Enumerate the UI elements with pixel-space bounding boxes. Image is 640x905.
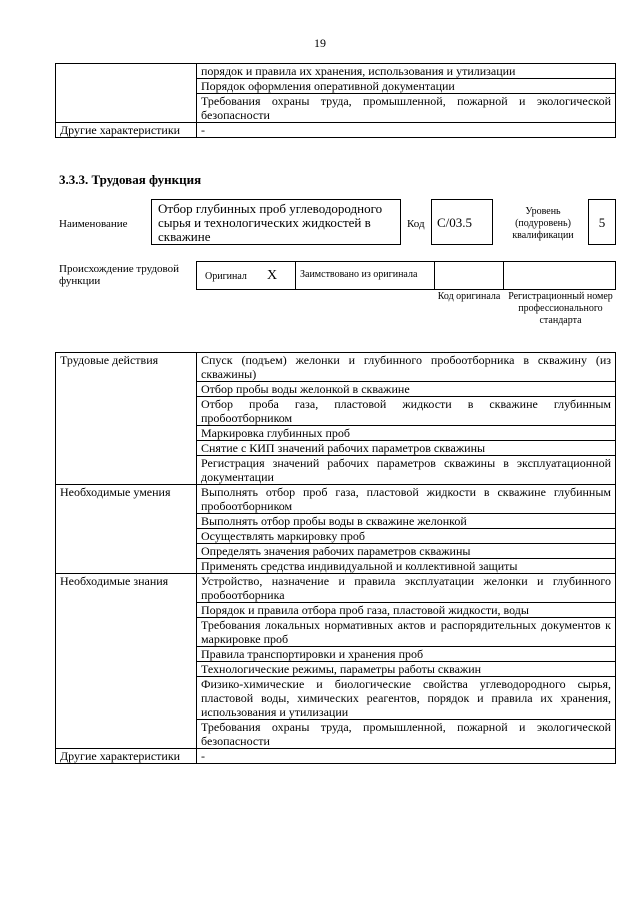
row-item: Осуществлять маркировку проб [197,529,616,544]
row-item: Отбор пробы воды желонкой в скважине [197,382,616,397]
row-label: Необходимые знания [56,574,197,749]
row-item: порядок и правила их хранения, использования и утилизации [197,64,616,79]
main-table [55,352,616,764]
function-name: Отбор глубинных проб углеводородного сырья и технологических жидкостей в скважине [151,199,401,245]
row-item: Отбор проба газа, пластовой жидкости в скважине глубинным пробоотборником [197,397,616,426]
reg-number-cell [503,261,616,290]
function-code: C/03.5 [431,199,493,245]
row-item: Физико-химические и биологические свойства углеводородного сырья, пластовой воды, химических реагентов, порядок и правила их хранения, использования и утилизации [197,677,616,720]
table-row [56,64,616,79]
reg-number-caption: Регистрационный номер профессионального стандарта [508,291,613,326]
row-item: - [197,123,616,138]
table-row [56,353,616,382]
row-item: Определять значения рабочих параметров скважины [197,544,616,559]
code-label: Код [407,218,425,230]
row-item: Устройство, назначение и правила эксплуатации желонки и глубинного пробоотборника [197,574,616,603]
row-item: Спуск (подъем) желонки и глубинного пробоотборника в скважину (из скважины) [197,353,616,382]
row-label: Другие характеристики [56,123,197,138]
row-item: Применять средства индивидуальной и коллективной защиты [197,559,616,574]
borrowed-cell [295,261,435,290]
origin-label: Происхождение трудовой функции [59,263,180,287]
original-mark: X [267,268,278,283]
row-label: Трудовые действия [56,353,197,485]
name-label: Наименование [59,218,128,230]
row-item: Технологические режимы, параметры работы скважин [197,662,616,677]
row-item: Требования охраны труда, промышленной, пожарной и экологической безопасности [197,94,616,123]
row-item: Порядок и правила отбора проб газа, пластовой жидкости, воды [197,603,616,618]
level-label: Уровень (подуровень) квалификации [512,206,574,241]
top-table [55,63,616,138]
row-item: Маркировка глубинных проб [197,426,616,441]
table-row [56,574,616,603]
page-number: 19 [314,36,326,50]
row-item: Требования охраны труда, промышленной, пожарной и экологической безопасности [197,720,616,749]
table-row [56,123,616,138]
qualification-level: 5 [588,199,616,245]
row-item: Требования локальных нормативных актов и распорядительных документов к маркировке проб [197,618,616,647]
row-item: Снятие с КИП значений рабочих параметров скважины [197,441,616,456]
section-heading: 3.3.3. Трудовая функция [59,172,202,187]
borrowed-label: Заимствовано из оригинала [300,269,418,280]
origin-code-caption: Код оригинала [437,291,501,302]
row-item: Правила транспортировки и хранения проб [197,647,616,662]
row-label [56,64,197,123]
row-label: Другие характеристики [56,749,197,764]
original-label: Оригинал [205,271,247,282]
origin-code-cell [434,261,504,290]
table-row [56,485,616,514]
table-row [56,749,616,764]
original-cell [196,261,296,290]
row-item: Порядок оформления оперативной документации [197,79,616,94]
row-item: Выполнять отбор проб газа, пластовой жидкости в скважине глубинным пробоотборником [197,485,616,514]
row-item: Регистрация значений рабочих параметров скважины в эксплуатационной документации [197,456,616,485]
row-item: Выполнять отбор пробы воды в скважине желонкой [197,514,616,529]
row-label: Необходимые умения [56,485,197,574]
row-item: - [197,749,616,764]
